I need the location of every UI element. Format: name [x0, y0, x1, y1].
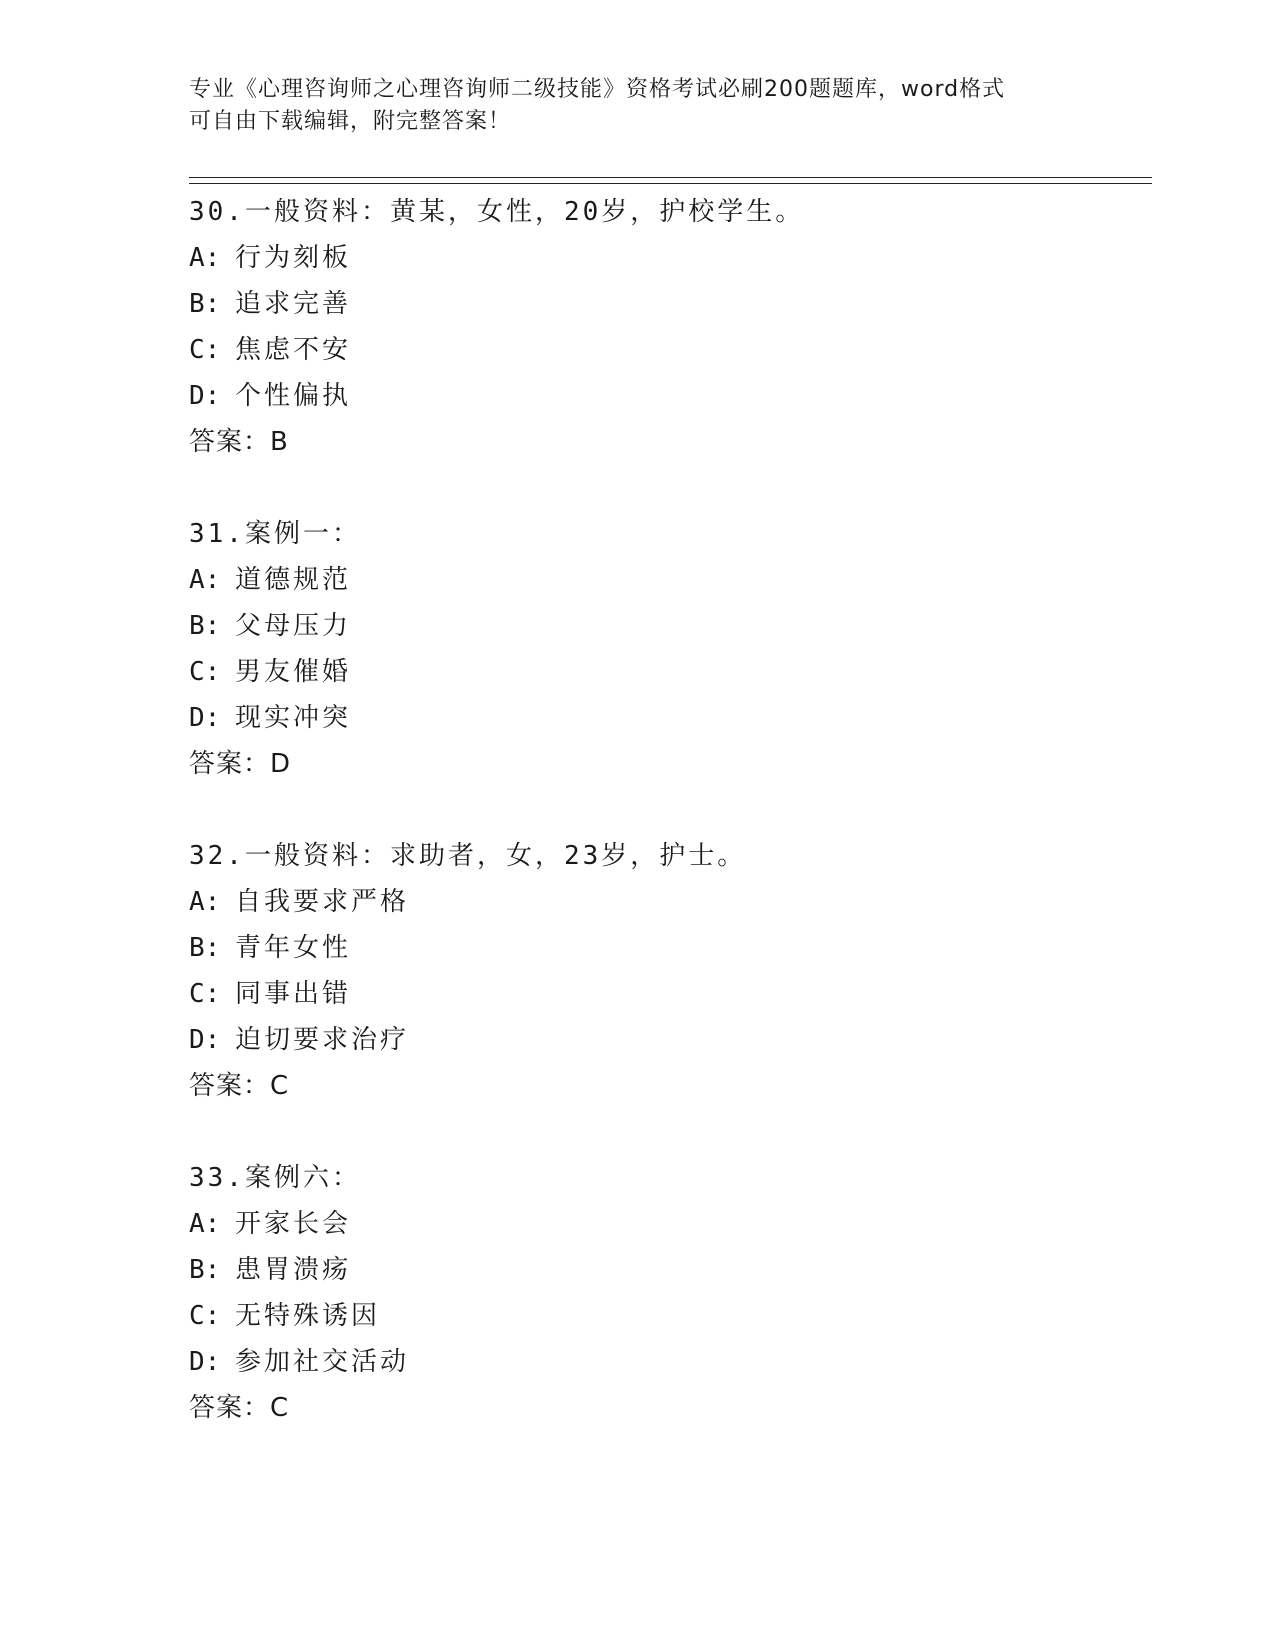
- header-divider-top: [189, 177, 1152, 178]
- question-list: [189, 189, 1149, 1477]
- option-letter: C:: [189, 335, 221, 365]
- header-line-2: 可自由下载编辑，附完整答案！: [189, 109, 512, 134]
- option-a: [189, 557, 1149, 603]
- option-letter: A:: [189, 565, 221, 595]
- option-text: 焦虑不安: [235, 335, 352, 365]
- option-letter: B:: [189, 289, 221, 319]
- option-text: 青年女性: [235, 933, 352, 963]
- option-text: 同事出错: [235, 979, 352, 1009]
- question-stem: 32.一般资料：求助者，女，23岁，护士。: [189, 841, 747, 871]
- option-letter: C:: [189, 1301, 221, 1331]
- option-text: 迫切要求治疗: [235, 1025, 410, 1055]
- option-letter: C:: [189, 979, 221, 1009]
- option-c: [189, 649, 1149, 695]
- option-letter: C:: [189, 657, 221, 687]
- header-divider-bottom: [189, 183, 1152, 184]
- answer-line: 答案：C: [189, 1393, 290, 1423]
- question-stem: 31.案例一：: [189, 519, 361, 549]
- option-a: [189, 879, 1149, 925]
- question-32: [189, 833, 1149, 1109]
- question-31: [189, 511, 1149, 787]
- answer-line: 答案：D: [189, 749, 292, 779]
- question-33: [189, 1155, 1149, 1431]
- answer-line: 答案：B: [189, 427, 289, 457]
- option-text: 道德规范: [235, 565, 352, 595]
- option-text: 无特殊诱因: [235, 1301, 381, 1331]
- option-text: 男友催婚: [235, 657, 352, 687]
- option-letter: A:: [189, 887, 221, 917]
- question-stem: 30.一般资料：黄某，女性，20岁，护校学生。: [189, 197, 805, 227]
- option-letter: D:: [189, 703, 221, 733]
- option-text: 行为刻板: [235, 243, 352, 273]
- answer-line: 答案：C: [189, 1071, 290, 1101]
- option-b: [189, 603, 1149, 649]
- option-letter: A:: [189, 1209, 221, 1239]
- option-b: [189, 281, 1149, 327]
- option-letter: B:: [189, 611, 221, 641]
- option-text: 父母压力: [235, 611, 352, 641]
- option-d: [189, 1339, 1149, 1385]
- document-header: [189, 74, 1089, 138]
- option-letter: D:: [189, 1025, 221, 1055]
- option-b: [189, 1247, 1149, 1293]
- option-text: 个性偏执: [235, 381, 352, 411]
- option-c: [189, 327, 1149, 373]
- option-letter: D:: [189, 1347, 221, 1377]
- option-text: 追求完善: [235, 289, 352, 319]
- option-letter: A:: [189, 243, 221, 273]
- option-d: [189, 373, 1149, 419]
- option-d: [189, 1017, 1149, 1063]
- question-30: [189, 189, 1149, 465]
- option-letter: B:: [189, 933, 221, 963]
- option-text: 患胃溃疡: [235, 1255, 352, 1285]
- option-letter: D:: [189, 381, 221, 411]
- option-text: 现实冲突: [235, 703, 352, 733]
- option-a: [189, 1201, 1149, 1247]
- option-d: [189, 695, 1149, 741]
- option-c: [189, 971, 1149, 1017]
- question-stem: 33.案例六：: [189, 1163, 361, 1193]
- header-line-1: 专业《心理咨询师之心理咨询师二级技能》资格考试必刷200题题库，word格式: [189, 77, 1006, 102]
- option-text: 开家长会: [235, 1209, 352, 1239]
- option-letter: B:: [189, 1255, 221, 1285]
- option-text: 自我要求严格: [235, 887, 410, 917]
- option-text: 参加社交活动: [235, 1347, 410, 1377]
- option-b: [189, 925, 1149, 971]
- option-a: [189, 235, 1149, 281]
- option-c: [189, 1293, 1149, 1339]
